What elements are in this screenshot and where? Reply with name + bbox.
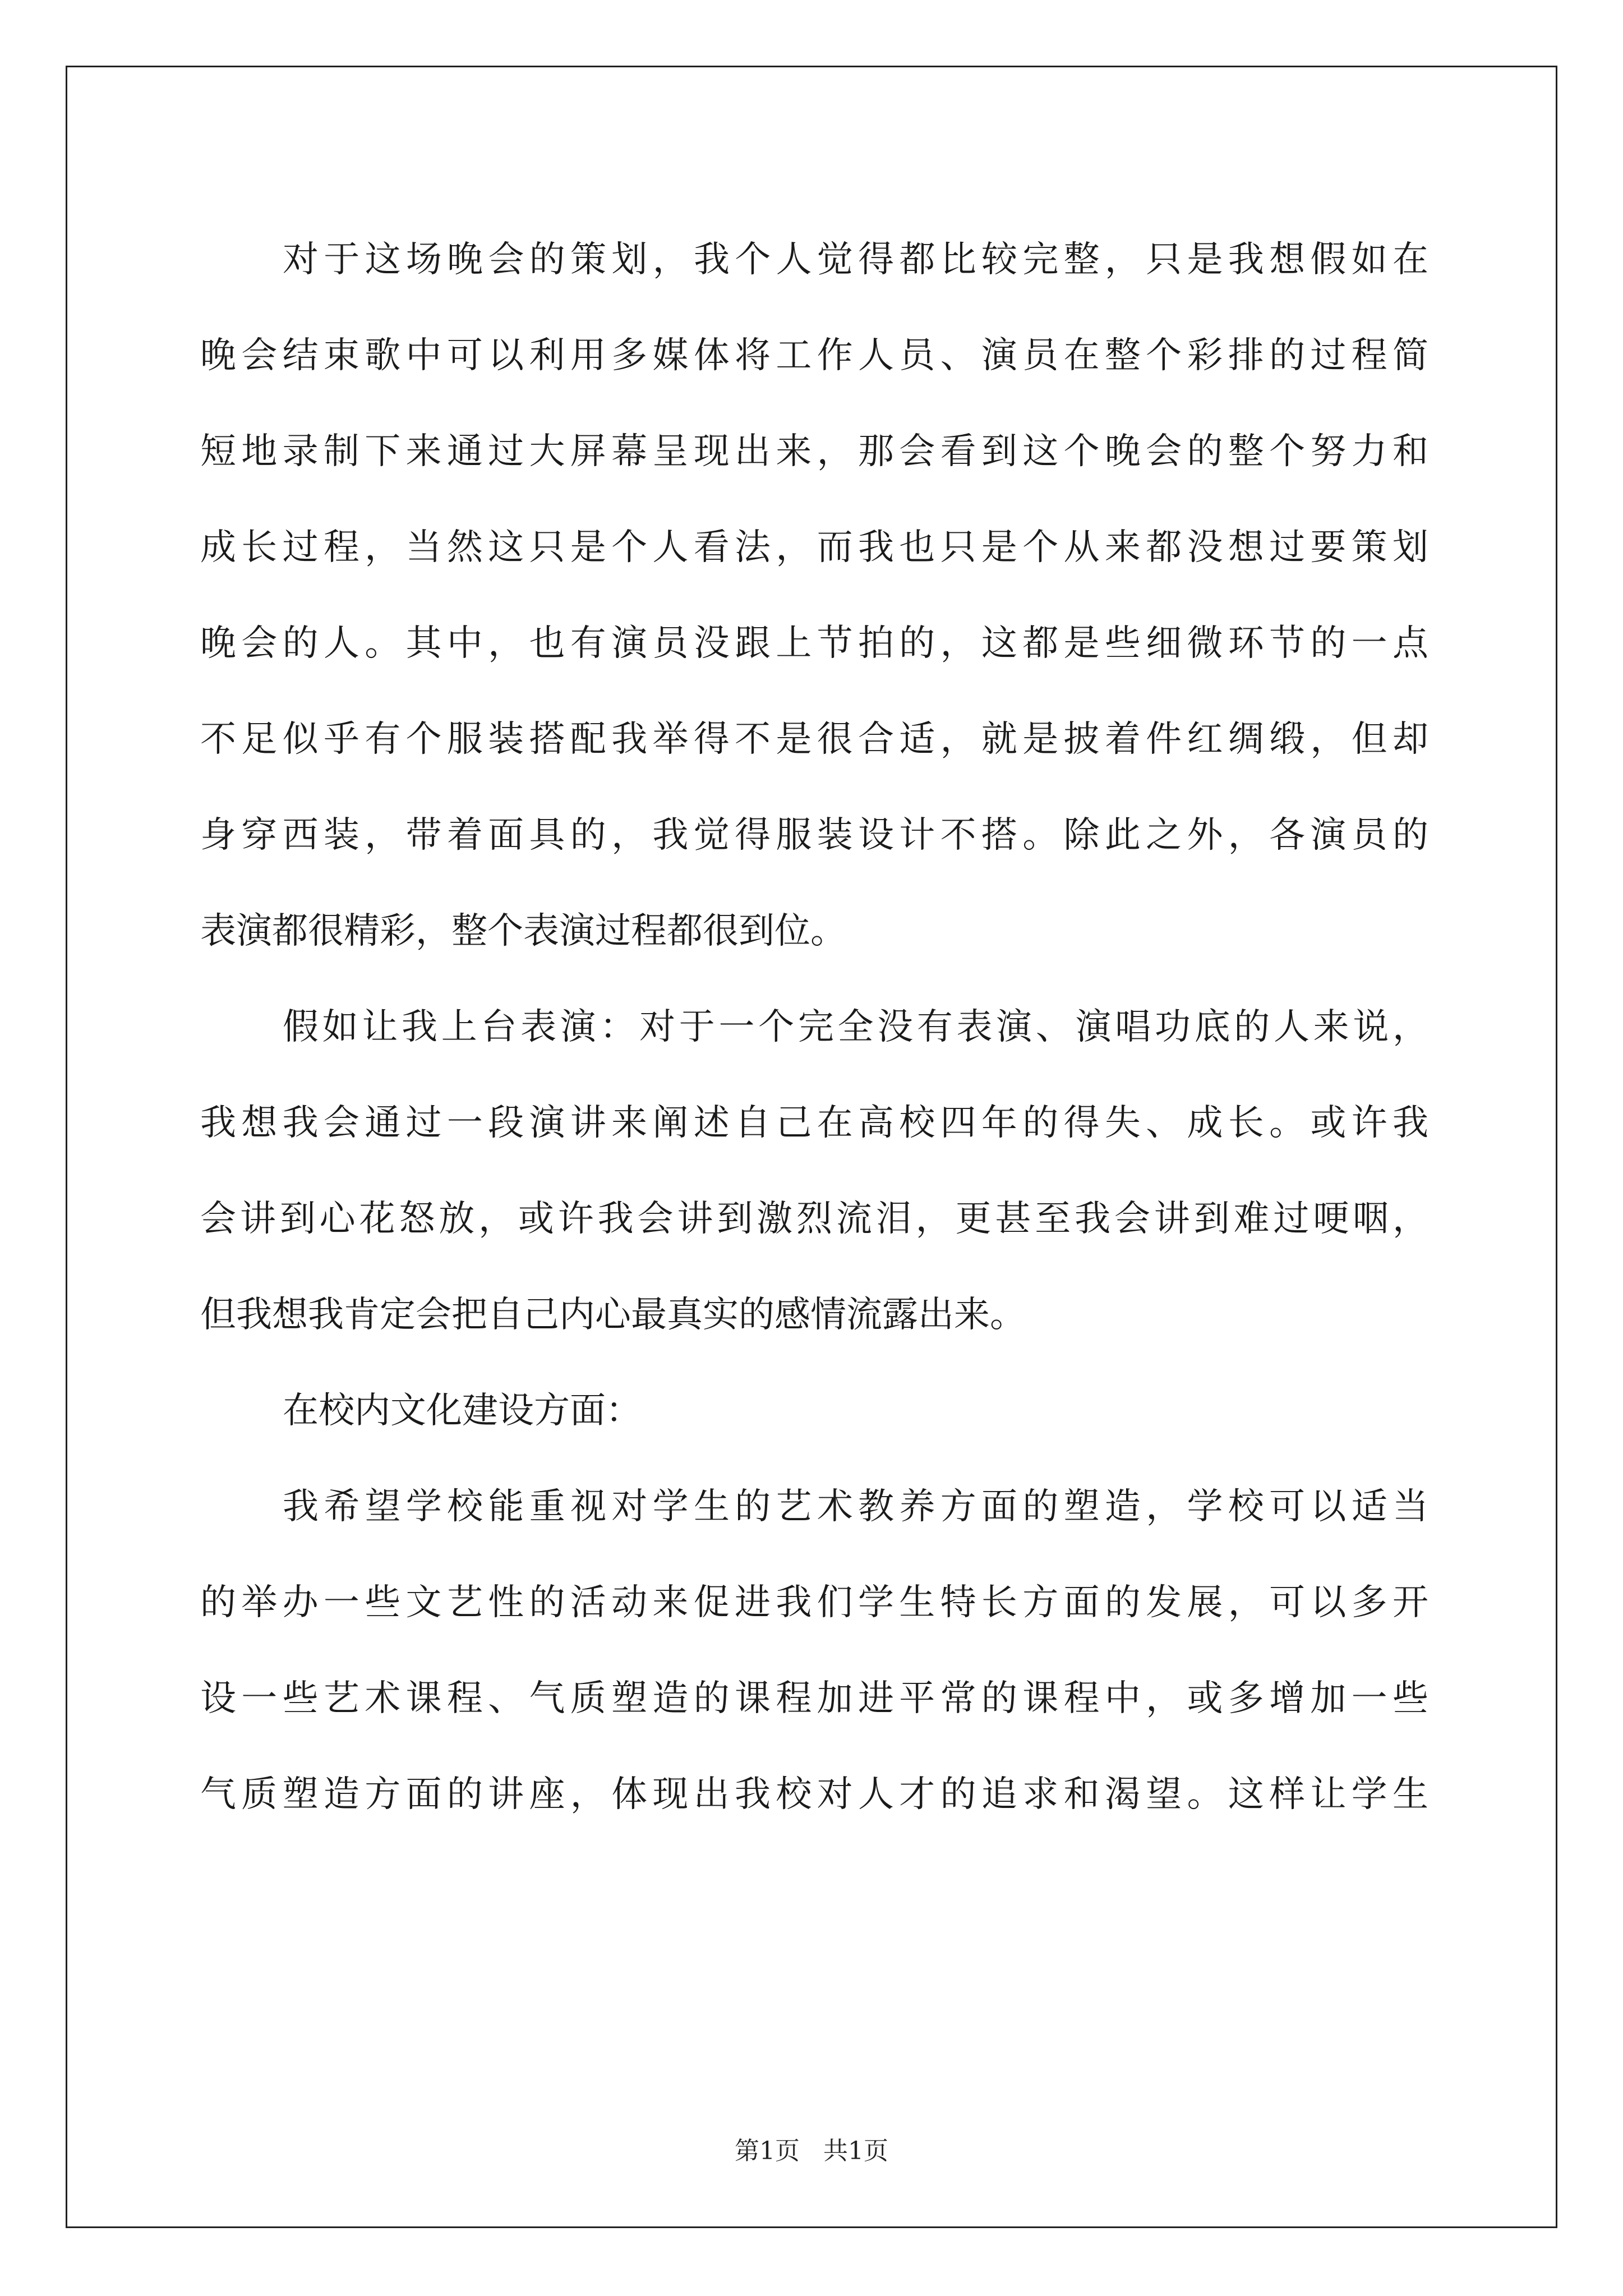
text-line: 我希望学校能重视对学生的艺术教养方面的塑造，学校可以适当 (283, 1486, 1428, 1527)
text-line: 表演都很精彩，整个表演过程都很到位。 (200, 910, 846, 952)
text-line: 身穿西装，带着面具的，我觉得服装设计不搭。除此之外，各演员的 (200, 815, 1428, 856)
page-number-footer: 第1页 共1页 (735, 2137, 888, 2165)
text-line: 不足似乎有个服装搭配我举得不是很合适，就是披着件红绸缎，但却 (200, 719, 1428, 760)
document-body (200, 212, 1428, 1843)
text-line: 短地录制下来通过大屏幕呈现出来，那会看到这个晚会的整个努力和 (200, 431, 1428, 472)
text-line: 假如让我上台表演：对于一个完全没有表演、演唱功底的人来说， (283, 1006, 1428, 1048)
text-line: 但我想我肯定会把自己内心最真实的感情流露出来。 (200, 1294, 1026, 1336)
text-line: 设一些艺术课程、气质塑造的课程加进平常的课程中，或多增加一些 (200, 1678, 1428, 1719)
text-line: 晚会的人。其中，也有演员没跟上节拍的，这都是些细微环节的一点 (200, 623, 1428, 664)
text-line: 气质塑造方面的讲座，体现出我校对人才的追求和渴望。这样让学生 (200, 1774, 1428, 1815)
text-line: 的举办一些文艺性的活动来促进我们学生特长方面的发展，可以多开 (200, 1582, 1428, 1623)
text-line: 成长过程，当然这只是个人看法，而我也只是个从来都没想过要策划 (200, 527, 1428, 568)
text-line: 我想我会通过一段演讲来阐述自己在高校四年的得失、成长。或许我 (200, 1102, 1428, 1144)
text-line: 会讲到心花怒放，或许我会讲到激烈流泪，更甚至我会讲到难过哽咽， (200, 1198, 1428, 1240)
text-line: 对于这场晚会的策划，我个人觉得都比较完整，只是我想假如在 (283, 239, 1428, 280)
text-line: 晚会结束歌中可以利用多媒体将工作人员、演员在整个彩排的过程简 (200, 335, 1428, 376)
text-line: 在校内文化建设方面： (283, 1390, 642, 1432)
